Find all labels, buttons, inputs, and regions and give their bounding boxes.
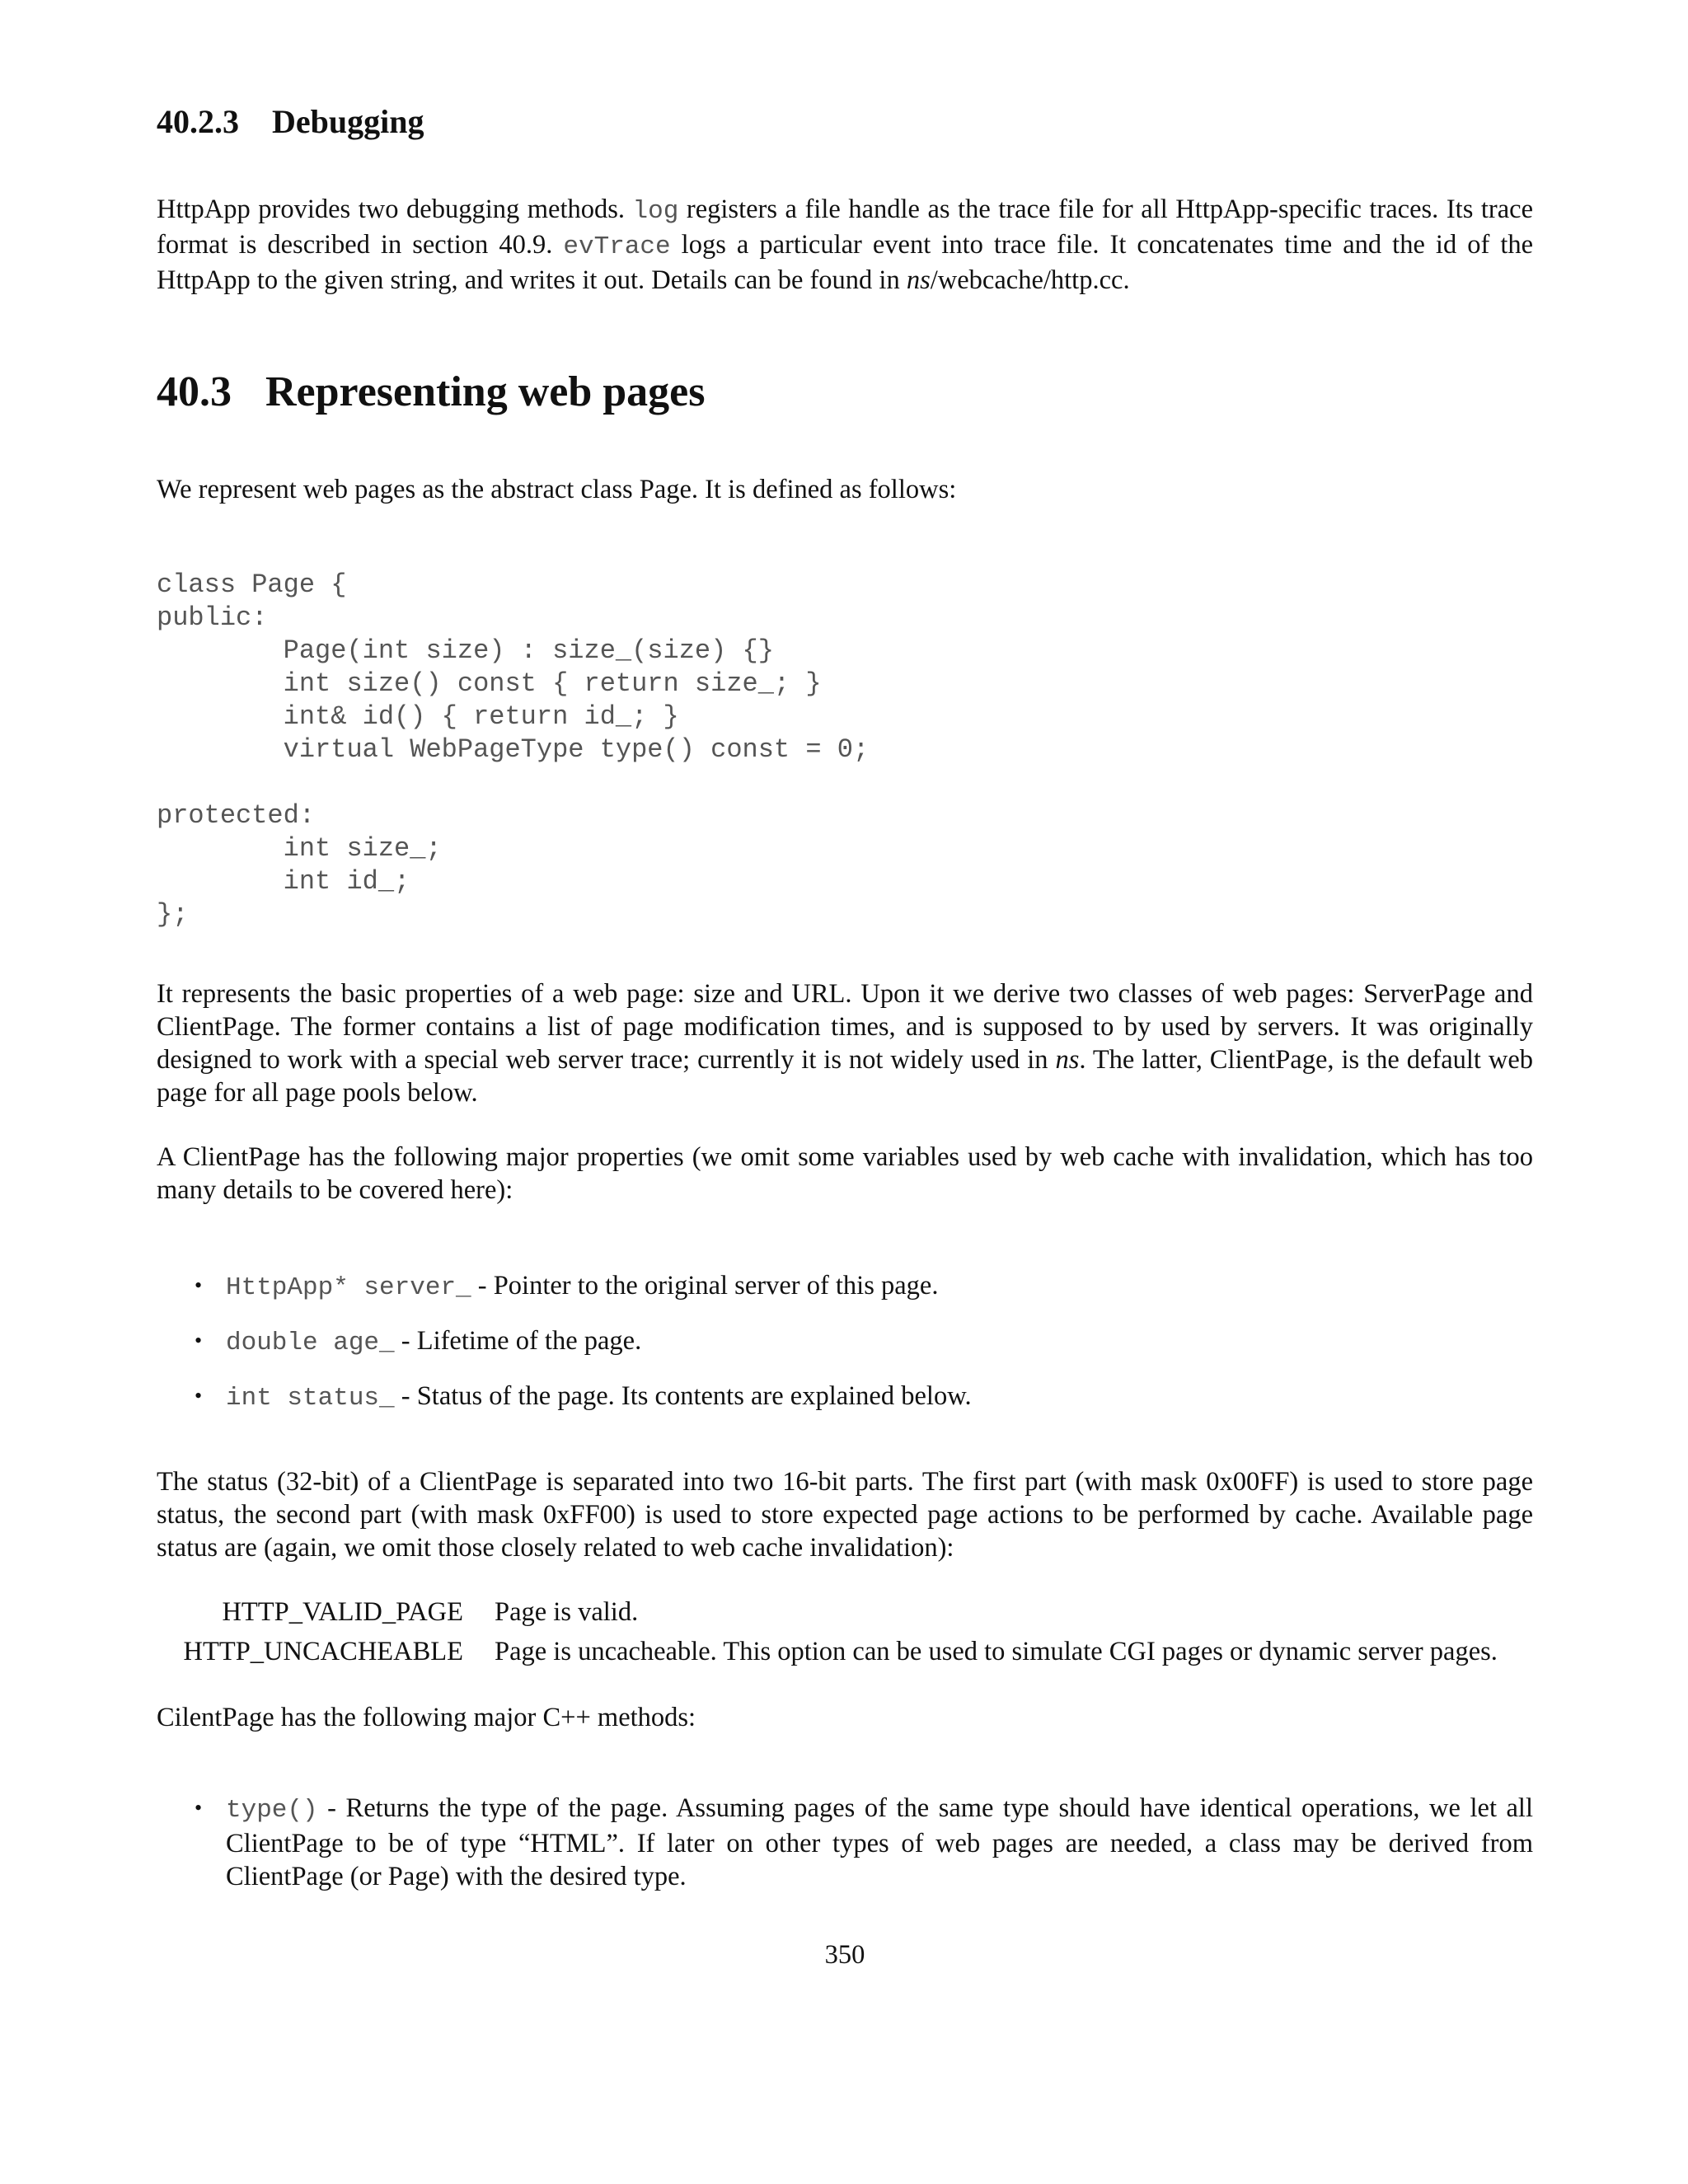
property-text: - Pointer to the original server of this page. — [471, 1271, 939, 1301]
bullet-icon: • — [195, 1273, 203, 1297]
intro-paragraph: We represent web pages as the abstract class Page. It is defined as follows: — [157, 475, 957, 504]
section-heading — [157, 368, 705, 416]
text-run: logs a particular event into trace file. It concatenates time and the id of the HttpApp to the given string, and writes it out. Details can be found in — [157, 230, 1534, 295]
status-description: Page is uncacheable. This option can be used to simulate CGI pages or dynamic server pages. — [495, 1637, 1498, 1666]
debugging-paragraph — [157, 193, 1533, 297]
bullet-icon: • — [195, 1796, 203, 1820]
property-text: - Status of the page. Its contents are explained below. — [394, 1381, 972, 1411]
section-number: 40.3 — [157, 368, 232, 415]
methods-list — [157, 1792, 1533, 1893]
text-run: HttpApp provides two debugging methods. — [157, 194, 626, 224]
text-run: It represents the basic properties of a web page: size and URL. Upon it we derive two classes of web pages: ServerPage and ClientPage. The former contains a list of page modification times, and is supposed to by used by servers. It was originally designed to work with a special web server trace; currently it is not widely used in — [157, 979, 1533, 1075]
status-table — [157, 1597, 1498, 1676]
inline-code-log: log — [632, 197, 679, 226]
clientpage-properties-paragraph: A ClientPage has the following major properties (we omit some variables used by web cache with invalidation, which has too many details to be covered here): — [157, 1142, 1533, 1205]
methods-intro-paragraph: CilentPage has the following major C++ methods: — [157, 1703, 696, 1732]
status-key: HTTP_UNCACHEABLE — [183, 1637, 463, 1666]
status-description: Page is valid. — [495, 1597, 639, 1627]
ns-italic: ns — [906, 265, 931, 295]
section-title: Representing web pages — [265, 368, 706, 415]
text-run: /webcache/http.cc. — [930, 265, 1130, 295]
property-code: double age_ — [226, 1329, 395, 1357]
status-key: HTTP_VALID_PAGE — [222, 1597, 463, 1627]
text-run: . The latter, ClientPage, is the default web page for all page pools below. — [157, 1045, 1533, 1108]
list-item — [157, 1380, 1533, 1415]
list-item — [157, 1269, 1533, 1305]
bullet-icon: • — [195, 1329, 203, 1352]
text-run: registers a file handle as the trace file for all HttpApp-specific traces. Its trace format is described in section 40.9. — [157, 194, 1533, 260]
subsection-title: Debugging — [272, 103, 424, 140]
page-number: 350 — [824, 1940, 865, 1970]
method-code: type() — [226, 1796, 318, 1825]
list-item — [157, 1324, 1533, 1360]
table-row — [157, 1637, 1498, 1676]
subsection-number: 40.2.3 — [157, 103, 239, 140]
ns-italic: ns — [1055, 1045, 1080, 1075]
property-text: - Lifetime of the page. — [394, 1326, 642, 1356]
list-item — [157, 1792, 1533, 1893]
property-code: HttpApp* server_ — [226, 1273, 471, 1302]
page-properties-paragraph — [157, 977, 1533, 1109]
bullet-icon: • — [195, 1384, 203, 1408]
status-paragraph: The status (32-bit) of a ClientPage is separated into two 16-bit parts. The first part (with mask 0x00FF) is used to store page status, the second part (with mask 0xFF00) is used to store expected page actions to be performed by cache. Available page status are (again, we omit those closely related to web cache invalidation): — [157, 1467, 1533, 1563]
method-text: - Returns the type of the page. Assuming pages of the same type should have identical operations, we let all ClientPage to be of type “HTML”. If later on other types of web pages are needed, a class may be derived from ClientPage (or Page) with the desired type. — [226, 1793, 1533, 1891]
code-block: class Page { public: Page(int size) : size_(size) {} int size() const { return size_; } int& id() { return id_; } virtual WebPageType type() const = 0; protected: int size_; int id_; }; — [157, 569, 870, 930]
inline-code-evtrace: evTrace — [563, 232, 671, 261]
subsection-heading — [157, 102, 424, 141]
properties-list — [157, 1269, 1533, 1415]
property-code: int status_ — [226, 1384, 395, 1413]
table-row — [157, 1597, 1498, 1637]
